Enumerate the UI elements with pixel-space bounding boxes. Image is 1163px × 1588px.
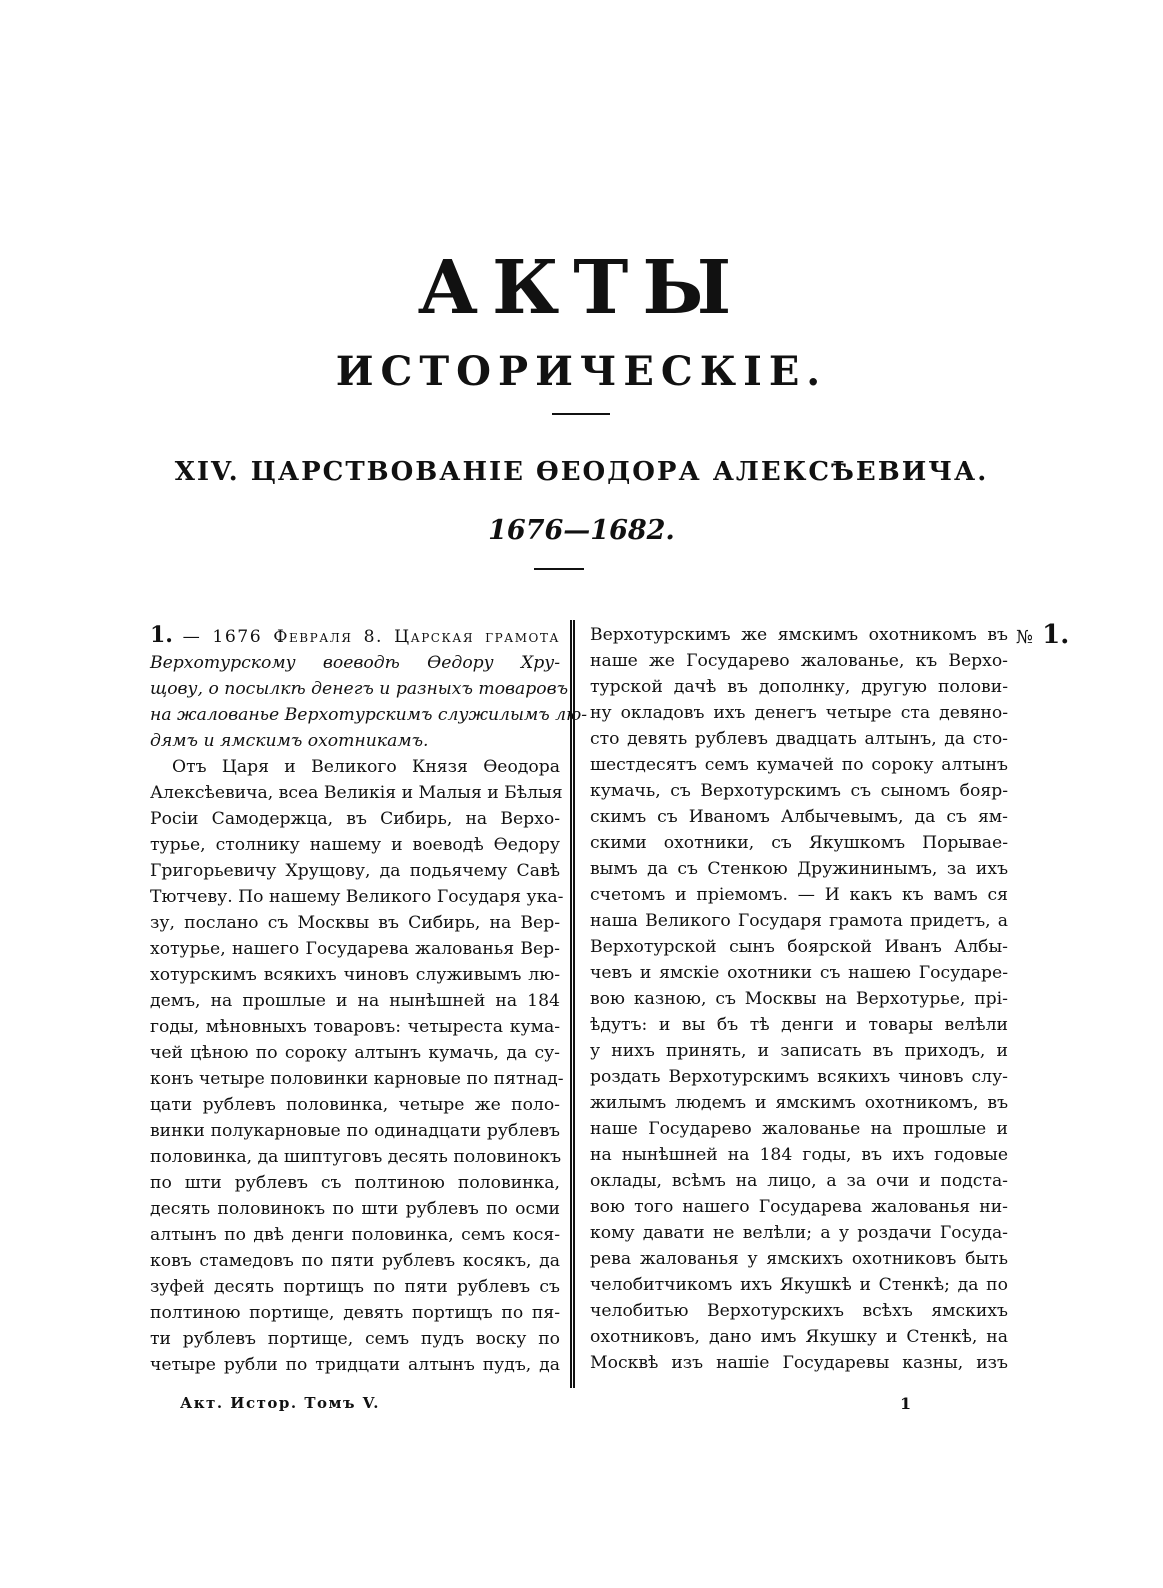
body-line: у нихъ принять, и записать въ приходъ, и: [590, 1041, 1008, 1061]
body-line: Отъ Царя и Великого Князя Ѳеодора: [172, 757, 560, 777]
body-line: зу, послано съ Москвы въ Сибирь, на Вер-: [150, 913, 560, 933]
body-line: чей цѣною по сороку алтынъ кумачь, да су-: [150, 1043, 560, 1063]
body-line: ѣдутъ: и вы бъ тѣ денги и товары велѣли: [590, 1015, 1008, 1035]
body-line: Верхотурской сынъ боярской Иванъ Албы-: [590, 937, 1008, 957]
body-line: ковъ стамедовъ по пяти рублевъ косякъ, да: [150, 1251, 560, 1271]
body-line: жилымъ людемъ и ямскимъ охотникомъ, въ: [590, 1093, 1008, 1113]
numero-sign: №: [1016, 627, 1034, 648]
body-line: шестдесятъ семъ кумачей по сороку алтынъ: [590, 755, 1008, 775]
left-body-text: [150, 754, 564, 1378]
document-heading-first-line: [150, 622, 560, 650]
body-line: челобитью Верхотурскихъ всѣхъ ямскихъ: [590, 1301, 1008, 1321]
margin-number: 1.: [1042, 620, 1070, 650]
heading-line: Верхотурскому воеводѣ Ѳедору Хру-: [150, 653, 560, 673]
title-rule: [552, 413, 610, 415]
body-line: рева жалованья у ямскихъ охотниковъ быть: [590, 1249, 1008, 1269]
body-line: наше Государево жалованье на прошлые и: [590, 1119, 1008, 1139]
volume-subtitle: ИСТОРИЧЕСКІЕ.: [335, 348, 828, 395]
document-date-heading: — 1676 Февраля 8. Царская грамота: [182, 627, 560, 647]
body-line: по шти рублевъ съ полтиною половинка,: [150, 1173, 560, 1193]
heading-line: на жалованье Верхотурскимъ служилымъ лю-: [150, 705, 588, 725]
body-line: половинка, да шиптуговъ десять половинокъ: [150, 1147, 562, 1167]
body-line: вою того нашего Государева жалованья ни-: [590, 1197, 1008, 1217]
body-line: винки полукарновые по одинадцати рублевъ: [150, 1121, 560, 1141]
body-line: роздать Верхотурскимъ всякихъ чиновъ слу-: [590, 1067, 1008, 1087]
body-line: кумачь, съ Верхотурскимъ съ сыномъ бояр-: [590, 781, 1008, 801]
body-line: полтиною портище, девять портищъ по пя-: [150, 1303, 560, 1323]
body-line: конъ четыре половинки карновые по пятнад-: [150, 1069, 564, 1089]
body-line: на нынѣшней на 184 годы, въ ихъ годовые: [590, 1145, 1008, 1165]
body-line: ти рублевъ портище, семъ пудъ воску по: [150, 1329, 560, 1349]
body-line: счетомъ и пріемомъ. — И какъ къ вамъ ся: [590, 885, 1008, 905]
body-line: турье, столнику нашему и воеводѣ Ѳедору: [150, 835, 560, 855]
body-line: хотурье, нашего Государева жалованья Вер-: [150, 939, 560, 959]
volume-title: АКТЫ: [417, 245, 746, 331]
body-line: наше же Государево жалованье, къ Верхо-: [590, 651, 1008, 671]
body-line: кому давати не велѣли; а у роздачи Госуда-: [590, 1223, 1008, 1243]
body-line: Москвѣ изъ нашіе Государевы казны, изъ: [590, 1353, 1008, 1373]
body-line: наша Великого Государя грамота придетъ, а: [590, 911, 1008, 931]
body-line: четыре рубли по тридцати алтынъ пудъ, да: [150, 1355, 560, 1375]
body-line: турской дачѣ въ дополнку, другую полови-: [590, 677, 1008, 697]
right-column: [590, 622, 1008, 1376]
body-line: чевъ и ямскіе охотники съ нашею Государе-: [590, 963, 1008, 983]
body-line: Росіи Самодержца, въ Сибирь, на Верхо-: [150, 809, 560, 829]
margin-document-number: [1016, 620, 1069, 650]
body-line: десять половинокъ по шти рублевъ по осми: [150, 1199, 560, 1219]
column-divider: [570, 620, 575, 1388]
body-line: сто девять рублевъ двадцать алтынъ, да сто-: [590, 729, 1008, 749]
body-line: зуфей десять портищъ по пяти рублевъ съ: [150, 1277, 560, 1297]
footer-signature: Акт. Истор. Томъ V.: [180, 1394, 380, 1412]
reign-years: 1676—1682.: [488, 515, 675, 546]
left-column: [150, 622, 588, 1378]
heading-line: дямъ и ямскимъ охотникамъ.: [150, 731, 429, 751]
body-line: цати рублевъ половинка, четыре же поло-: [150, 1095, 560, 1115]
body-line: алтынъ по двѣ денги половинка, семъ кося-: [150, 1225, 560, 1245]
body-line: хотурскимъ всякихъ чиновъ служивымъ лю-: [150, 965, 560, 985]
body-line: вымъ да съ Стенкою Дружининымъ, за ихъ: [590, 859, 1008, 879]
body-line: демъ, на прошлые и на нынѣшней на 184: [150, 991, 560, 1011]
reign-heading: XIV. ЦАРСТВОВАНІЕ ѲЕОДОРА АЛЕКСѢЕВИЧА.: [174, 457, 989, 487]
body-line: Тютчеву. По нашему Великого Государя ука-: [150, 887, 564, 907]
years-rule: [534, 568, 584, 570]
body-line: оклады, всѣмъ на лицо, а за очи и подста-: [590, 1171, 1008, 1191]
body-line: Алексѣевича, всеа Великія и Малыя и Бѣлыя: [150, 783, 563, 803]
document-number: 1.: [150, 622, 173, 648]
body-line: челобитчикомъ ихъ Якушкѣ и Стенкѣ; да по: [590, 1275, 1008, 1295]
page-number: 1: [900, 1394, 912, 1413]
body-line: скимъ съ Иваномъ Албычевымъ, да съ ям-: [590, 807, 1008, 827]
heading-line: щову, о посылкѣ денегъ и разныхъ товаровъ: [150, 679, 569, 699]
body-line: Григорьевичу Хрущову, да подьячему Савѣ: [150, 861, 560, 881]
body-line: охотниковъ, дано имъ Якушку и Стенкѣ, на: [590, 1327, 1008, 1347]
right-body-text: [590, 622, 1008, 1376]
body-line: Верхотурскимъ же ямскимъ охотникомъ въ: [590, 625, 1008, 645]
body-line: ну окладовъ ихъ денегъ четыре ста девяно-: [590, 703, 1008, 723]
body-line: годы, мѣновныхъ товаровъ: четыреста кума-: [150, 1017, 560, 1037]
body-line: скими охотники, съ Якушкомъ Порывае-: [590, 833, 1008, 853]
body-line: вою казною, съ Москвы на Верхотурье, прі-: [590, 989, 1008, 1009]
